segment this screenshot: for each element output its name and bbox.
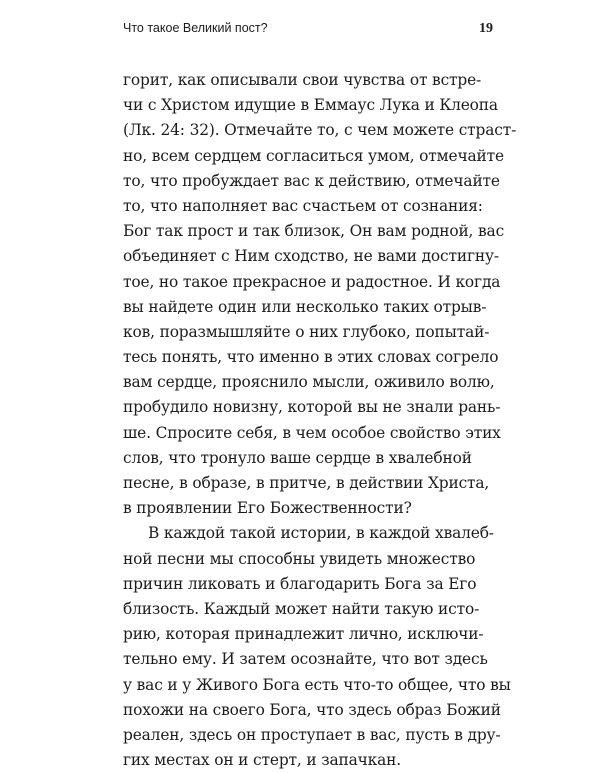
text-line: близость. Каждый может найти такую исто- xyxy=(123,599,480,618)
text-line: пробудило новизну, которой вы не знали рань- xyxy=(123,398,501,417)
text-line: но, всем сердцем согласиться умом, отмечайте xyxy=(123,146,504,165)
text-line: то, что наполняет вас счастьем от сознания: xyxy=(123,196,483,215)
text-line: тельно ему. И затем осознайте, что вот здесь xyxy=(123,650,488,669)
text-line: у вас и у Живого Бога есть что-то общее, что вы xyxy=(123,675,511,694)
text-line: (Лк. 24: 32). Отмечайте то, с чем можете страст- xyxy=(123,121,517,140)
text-line: чи с Христом идущие в Еммаус Лука и Клеопа xyxy=(123,96,498,115)
body-text xyxy=(123,68,515,773)
paragraph xyxy=(123,521,515,773)
text-line: рию, которая принадлежит лично, исключи- xyxy=(123,625,484,644)
text-line: В каждой такой истории, в каждой хвалеб- xyxy=(148,524,494,543)
text-line: тое, но такое прекрасное и радостное. И когда xyxy=(123,272,501,291)
text-line: вам сердце, прояснило мысли, оживило волю, xyxy=(123,373,495,392)
text-line: причин ликовать и благодарить Бога за Его xyxy=(123,574,477,593)
running-header xyxy=(123,21,493,41)
paragraph xyxy=(123,68,515,521)
text-line: гих местах он и стерт, и запачкан. xyxy=(123,751,401,770)
text-line: ной песни мы способны увидеть множество xyxy=(123,549,476,568)
text-line: песне, в образе, в притче, в действии Христа, xyxy=(123,474,490,492)
text-line: Бог так прост и так близок, Он вам родной, вас xyxy=(123,222,505,241)
text-line: в проявлении Его Божественности? xyxy=(123,499,412,518)
text-line: объединяет с Ним сходство, не вами достигну- xyxy=(123,247,499,266)
text-line: ше. Спросите себя, в чем особое свойство этих xyxy=(123,423,501,442)
text-line: ков, поразмышляйте о них глубоко, попытай- xyxy=(123,322,490,341)
text-line: реален, здесь он проступает в вас, пусть в дру- xyxy=(123,725,501,744)
text-line: то, что пробуждает вас к действию, отмечайте xyxy=(123,171,500,190)
text-line: слов, что тронуло ваше сердце в хвалебной xyxy=(123,448,472,467)
chapter-title: Что такое Великий пост? xyxy=(123,21,268,35)
text-line: тесь понять, что именно в этих словах согрело xyxy=(123,348,499,367)
text-line: горит, как описывали свои чувства от встре- xyxy=(123,71,482,89)
page-number: 19 xyxy=(479,21,493,36)
text-line: вы найдете один или несколько таких отрыв- xyxy=(123,297,487,316)
text-line: похожи на своего Бога, что здесь образ Божий xyxy=(123,700,501,719)
